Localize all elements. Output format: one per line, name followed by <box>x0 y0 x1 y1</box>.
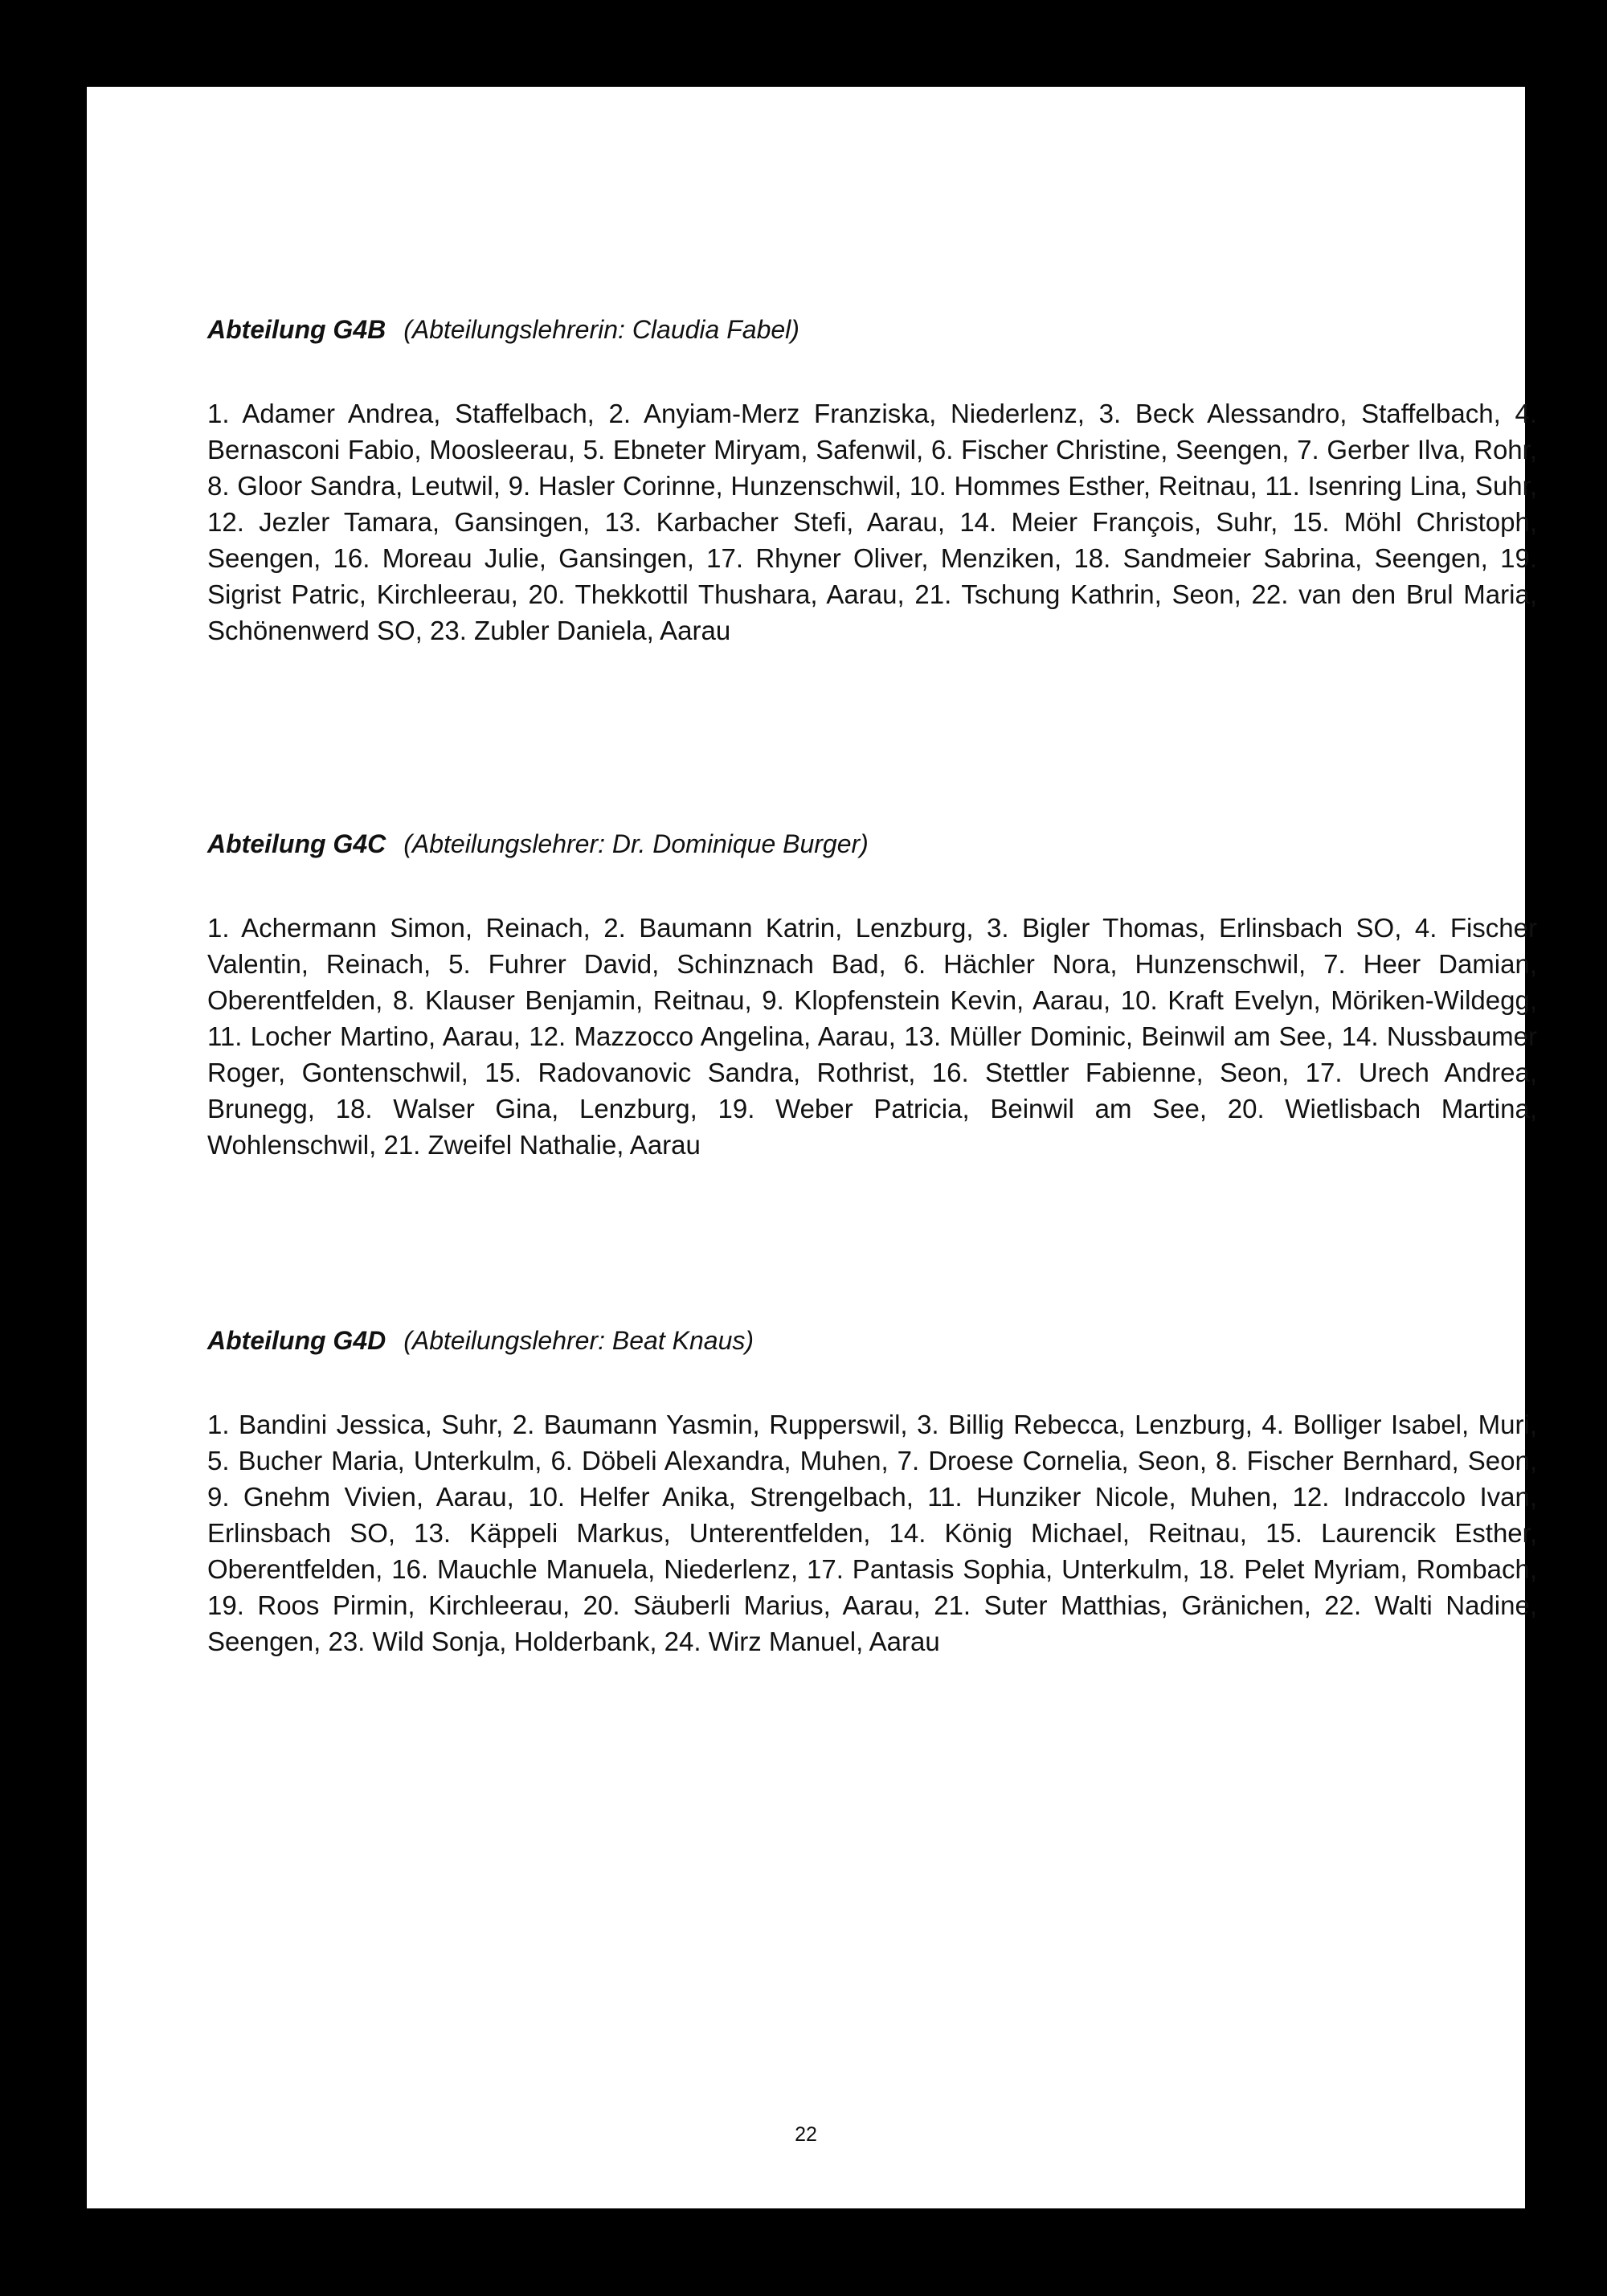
department-teacher: (Abteilungslehrer: Beat Knaus) <box>403 1326 754 1355</box>
section-heading <box>207 1324 1537 1357</box>
department-name: Abteilung G4B <box>207 315 386 344</box>
student-list: 1. Adamer Andrea, Staffelbach, 2. Anyiam-Merz Franziska, Niederlenz, 3. Beck Alessandro, Staffelbach, 4. Bernasconi Fabio, Moosleerau, 5. Ebneter Miryam, Safenwil, 6. Fischer Christine, Seengen, 7. Gerber Ilva, Rohr, 8. Gloor Sandra, Leutwil, 9. Hasler Corinne, Hunzenschwil, 10. Hommes Esther, Reitnau, 11. Isenring Lina, Suhr, 12. Jezler Tamara, Gansingen, 13. Karbacher Stefi, Aarau, 14. Meier François, Suhr, 15. Möhl Christoph, Seengen, 16. Moreau Julie, Gansingen, 17. Rhyner Oliver, Menziken, 18. Sandmeier Sabrina, Seengen, 19. Sigrist Patric, Kirchleerau, 20. Thekkottil Thushara, Aarau, 21. Tschung Kathrin, Seon, 22. van den Brul Maria, Schönenwerd SO, 23. Zubler Daniela, Aarau <box>207 399 1537 645</box>
page-number: 22 <box>795 2123 817 2146</box>
section-g4d <box>207 1324 1537 1660</box>
department-name: Abteilung G4D <box>207 1326 386 1355</box>
section-heading <box>207 828 1537 860</box>
document-page <box>87 87 1537 2208</box>
department-name: Abteilung G4C <box>207 829 386 858</box>
section-g4c <box>207 828 1537 1163</box>
section-heading <box>207 313 1537 346</box>
department-teacher: (Abteilungslehrer: Dr. Dominique Burger) <box>403 829 869 858</box>
department-teacher: (Abteilungslehrerin: Claudia Fabel) <box>403 315 799 344</box>
student-list: 1. Achermann Simon, Reinach, 2. Baumann Katrin, Lenzburg, 3. Bigler Thomas, Erlinsbach SO, 4. Fischer Valentin, Reinach, 5. Fuhrer David, Schinznach Bad, 6. Hächler Nora, Hunzenschwil, 7. Heer Damian, Oberentfelden, 8. Klauser Benjamin, Reitnau, 9. Klopfenstein Kevin, Aarau, 10. Kraft Evelyn, Möriken-Wildegg, 11. Locher Martino, Aarau, 12. Mazzocco Angelina, Aarau, 13. Müller Dominic, Beinwil am See, 14. Nussbaumer Roger, Gontenschwil, 15. Radovanovic Sandra, Rothrist, 16. Stettler Fabienne, Seon, 17. Urech Andrea, Brunegg, 18. Walser Gina, Lenzburg, 19. Weber Patricia, Beinwil am See, 20. Wietlisbach Martina, Wohlenschwil, 21. Zweifel Nathalie, Aarau <box>207 913 1537 1160</box>
section-g4b <box>207 313 1537 649</box>
student-list: 1. Bandini Jessica, Suhr, 2. Baumann Yasmin, Rupperswil, 3. Billig Rebecca, Lenzburg, 4. Bolliger Isabel, Muri, 5. Bucher Maria, Unterkulm, 6. Döbeli Alexandra, Muhen, 7. Droese Cornelia, Seon, 8. Fischer Bernhard, Seon, 9. Gnehm Vivien, Aarau, 10. Helfer Anika, Strengelbach, 11. Hunziker Nicole, Muhen, 12. Indraccolo Ivan, Erlinsbach SO, 13. Käppeli Markus, Unterentfelden, 14. König Michael, Reitnau, 15. Laurencik Esther, Oberentfelden, 16. Mauchle Manuela, Niederlenz, 17. Pantasis Sophia, Unterkulm, 18. Pelet Myriam, Rombach, 19. Roos Pirmin, Kirchleerau, 20. Säuberli Marius, Aarau, 21. Suter Matthias, Gränichen, 22. Walti Nadine, Seengen, 23. Wild Sonja, Holderbank, 24. Wirz Manuel, Aarau <box>207 1410 1537 1656</box>
